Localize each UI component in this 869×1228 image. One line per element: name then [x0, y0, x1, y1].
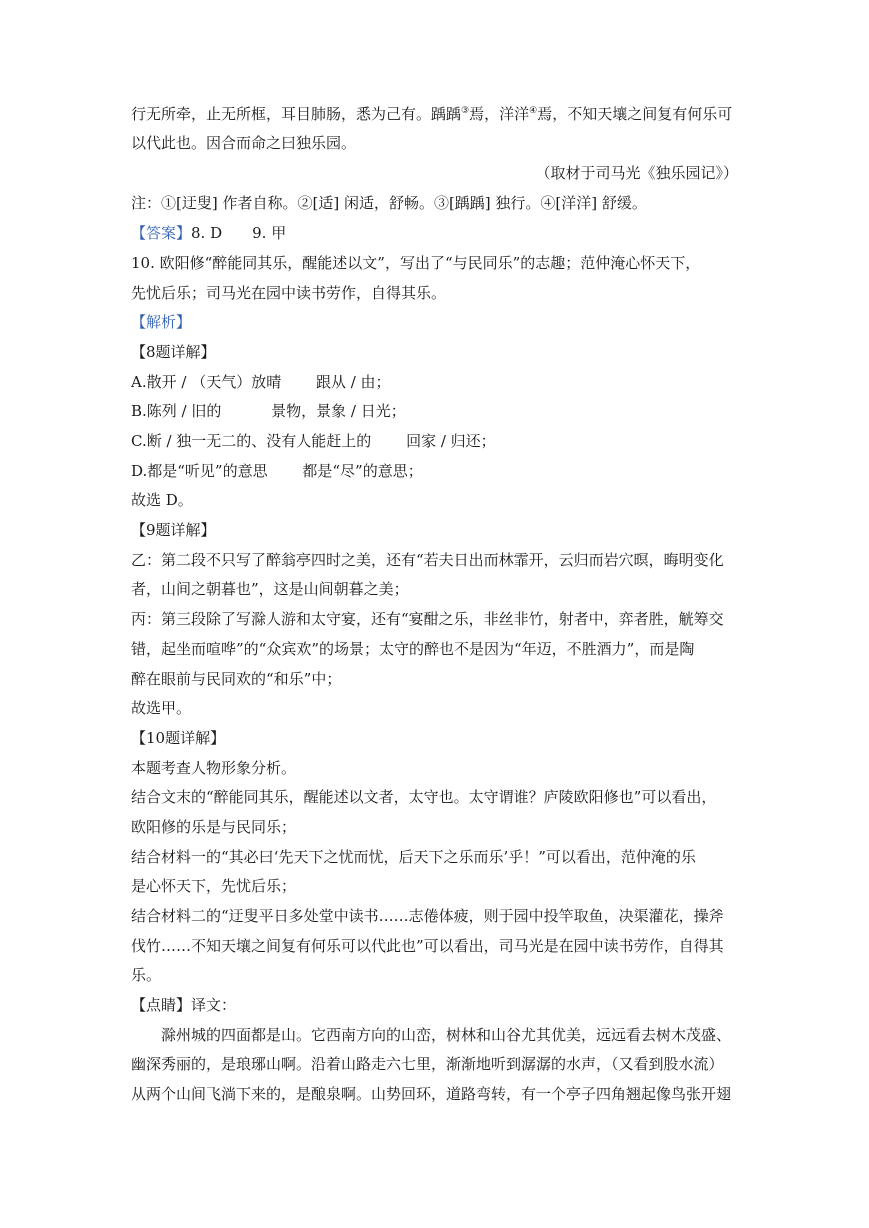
text-line: 丙：第三段除了写滁人游和太守宴，还有“宴酣之乐，非丝非竹，射者中，弈者胜，觥筹交 [131, 610, 724, 628]
text-line: 滁州城的四面都是山。它西南方向的山峦，树林和山谷尤其优美，远远看去树木茂盛、 [161, 1026, 732, 1044]
answer-tag: 【答案】 [131, 224, 192, 242]
text-line: 故选甲。 [131, 699, 192, 717]
text-line: 行无所牵，止无所框，耳目肺肠，悉为己有。踽踽③焉，洋洋④焉，不知天壤之间复有何乐可 [131, 105, 733, 123]
text-line: 者，山间之朝暮也”，这是山间朝暮之美； [131, 580, 409, 598]
text-line: 本题考查人物形象分析。 [131, 759, 297, 777]
text-line: 10. 欧阳修“醉能同其乐，醒能述以文”，写出了“与民同乐”的志趣；范仲淹心怀天下， [131, 254, 701, 272]
answer-line: 【答案】8. D 9. 甲 [131, 224, 287, 242]
source-citation: （取材于司马光《独乐园记》） [535, 164, 738, 182]
text-line: 结合材料二的“迂叟平日多处堂中读书……志倦体疲，则于园中投竿取鱼，决渠灌花，操斧 [131, 907, 724, 925]
text-line: D.都是“听见”的意思 都是“尽”的意思； [131, 462, 423, 480]
section-heading: 【8题详解】 [131, 343, 216, 361]
text-line: 结合材料一的“其必曰‘先天下之忧而忧，后天下之乐而乐’乎！”可以看出，范仲淹的乐 [131, 848, 696, 866]
text-line: 幽深秀丽的，是琅琊山啊。沿着山路走六七里，渐渐地听到潺潺的水声，（又看到股水流） [131, 1055, 724, 1073]
text-line: 醉在眼前与民同欢的“和乐”中； [131, 670, 342, 688]
text-line: 是心怀天下，先忧后乐； [131, 877, 297, 895]
text-line: 伐竹……不知天壤之间复有何乐可以代此也”可以看出，司马光是在园中读书劳作，自得其 [131, 937, 724, 955]
analysis-tag: 【解析】 [131, 313, 192, 331]
text-line: 错，起坐而喧哗”的“众宾欢”的场景；太守的醉也不是因为“年迈，不胜酒力”，而是陶 [131, 640, 695, 658]
text-line: A.散开 / （天气）放晴 跟从 / 由； [131, 373, 391, 391]
text-line: 乐。 [131, 966, 162, 984]
text-line: 结合文末的“醉能同其乐，醒能述以文者，太守也。太守谓谁？庐陵欧阳修也”可以看出， [131, 788, 717, 806]
section-heading: 【10题详解】 [131, 729, 226, 747]
section-heading: 【9题详解】 [131, 521, 216, 539]
section-heading: 【点睛】译文： [131, 996, 237, 1014]
text-line: 以代此也。因合而命之曰独乐园。 [131, 134, 357, 152]
text-line: 先忧后乐；司马光在园中读书劳作，自得其乐。 [131, 284, 447, 302]
text-line: 故选 D。 [131, 491, 193, 509]
notes-line: 注：①[迂叟] 作者自称。②[适] 闲适，舒畅。③[踽踽] 独行。④[洋洋] 舒缓。 [131, 194, 647, 212]
text-line: 欧阳修的乐是与民同乐； [131, 818, 297, 836]
text-line: 乙：第二段不只写了醉翁亭四时之美，还有“若夫日出而林霏开，云归而岩穴暝，晦明变化 [131, 551, 724, 569]
text-line: B.陈列 / 旧的 景物，景象 / 日光； [131, 402, 406, 420]
text-line: C.断 / 独一无二的、没有人能赶上的 回家 / 归还； [131, 432, 496, 450]
text-line: 从两个山间飞淌下来的，是酿泉啊。山势回环，道路弯转，有一个亭子四角翘起像鸟张开翅 [131, 1085, 732, 1103]
